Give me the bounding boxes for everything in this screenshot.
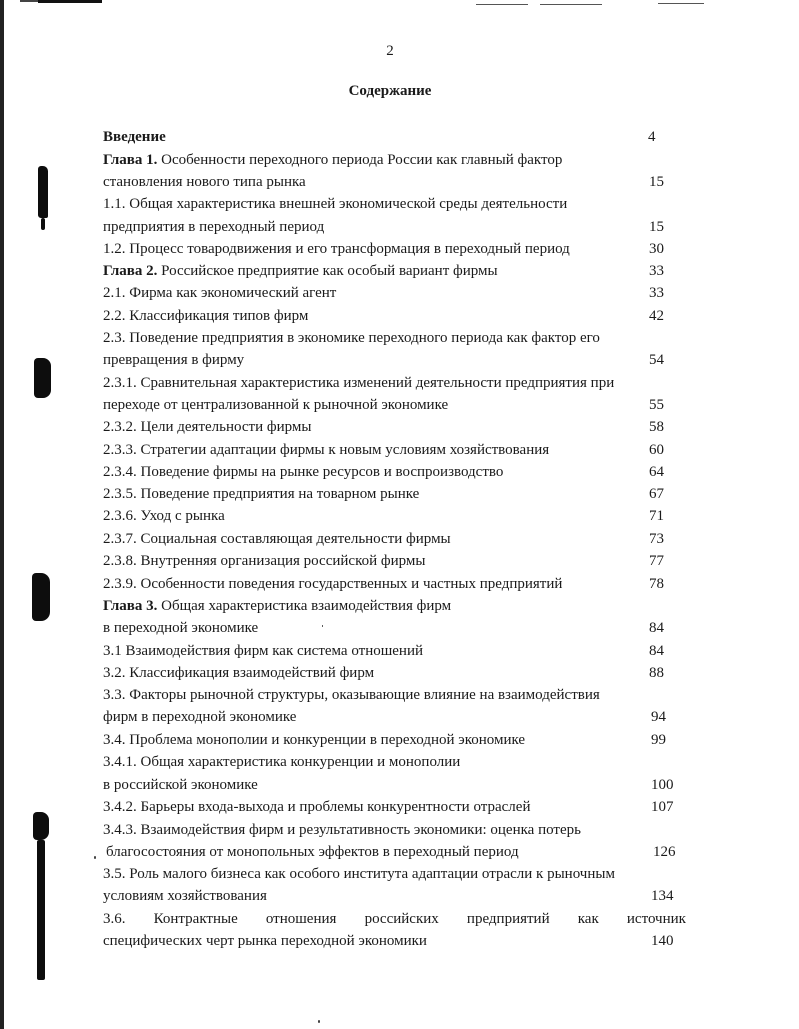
toc-entry-line: 2.3.6. Уход с рынка	[103, 508, 225, 524]
toc-page-number: 15	[649, 174, 664, 190]
toc-word: 3.6.	[103, 911, 126, 927]
toc-entry-line: 2.3.9. Особенности поведения государственных и частных предприятий	[103, 576, 563, 592]
toc-word: источник	[626, 911, 686, 927]
toc-entry-title: Особенности переходного периода России как главный фактор	[157, 152, 563, 168]
toc-page-number: 99	[651, 732, 666, 748]
toc-page-number: 42	[649, 308, 664, 324]
toc-entry-title: Российское предприятие как особый вариант фирмы	[157, 263, 498, 279]
toc-page-number: 58	[649, 419, 664, 435]
toc-page-number: 30	[649, 241, 664, 257]
toc-page-number: 4	[648, 129, 656, 145]
toc-page-number: 73	[649, 531, 664, 547]
toc-entry-chapter	[103, 596, 451, 616]
toc-word: российских	[364, 911, 439, 927]
toc-word: предприятий	[466, 911, 550, 927]
toc-page-number: 54	[649, 352, 664, 368]
toc-page-number: 107	[651, 799, 674, 815]
toc-entry-line: 3.3. Факторы рыночной структуры, оказывающие влияние на взаимодействия	[103, 687, 600, 703]
toc-entry-line: 2.3.4. Поведение фирмы на рынке ресурсов и воспроизводство	[103, 464, 504, 480]
toc-page-number: 84	[649, 620, 664, 636]
toc-entry-line: 2.3.8. Внутренняя организация российской фирмы	[103, 553, 426, 569]
toc-entry-line: 2.1. Фирма как экономический агент	[103, 285, 337, 301]
toc-entry-line: становления нового типа рынка	[103, 174, 306, 190]
toc-word: отношения	[265, 911, 337, 927]
toc-page-number: 84	[649, 643, 664, 659]
toc-page-number: 64	[649, 464, 664, 480]
toc-entry-line: 2.3.5. Поведение предприятия на товарном рынке	[103, 486, 420, 502]
toc-page-number: 71	[649, 508, 664, 524]
toc-entry-intro	[103, 127, 166, 147]
toc-entry-line: 2.3.1. Сравнительная характеристика изменений деятельности предприятия при	[103, 375, 615, 391]
toc-page-number: 126	[653, 844, 676, 860]
toc-entry-chapter	[103, 150, 562, 170]
page-number: 2	[386, 43, 394, 59]
toc-page-number: 78	[649, 576, 664, 592]
toc-entry-line: 2.3.3. Стратегии адаптации фирмы к новым условиям хозяйствования	[103, 442, 550, 458]
toc-entry-line: предприятия в переходный период	[103, 219, 325, 235]
toc-page-number: 77	[649, 553, 664, 569]
toc-page-number: 140	[651, 933, 674, 949]
toc-entry-line: переходе от централизованной к рыночной экономике	[103, 397, 449, 413]
toc-page-number: 88	[649, 665, 664, 681]
toc-page-number: 55	[649, 397, 664, 413]
toc-entry-line: 3.4.1. Общая характеристика конкуренции и монополии	[103, 754, 461, 770]
toc-chapter-label: Глава 2.	[103, 263, 158, 279]
toc-page-number: 134	[651, 888, 674, 904]
toc-page-number: 100	[651, 777, 674, 793]
toc-entry-line: условиям хозяйствования	[103, 888, 267, 904]
toc-entry-justified	[103, 909, 686, 929]
toc-entry-line: 3.1 Взаимодействия фирм как система отношений	[103, 643, 424, 659]
toc-entry-line: специфических черт рынка переходной экономики	[103, 933, 427, 949]
toc-entry-line: 3.2. Классификация взаимодействий фирм	[103, 665, 375, 681]
toc-entry-line: 3.4.3. Взаимодействия фирм и результативность экономики: оценка потерь	[103, 822, 581, 838]
toc-entry-line: 2.3. Поведение предприятия в экономике переходного периода как фактор его	[103, 330, 600, 346]
toc-page-number: 60	[649, 442, 664, 458]
toc-entry-line: 3.4.2. Барьеры входа-выхода и проблемы конкурентности отраслей	[103, 799, 531, 815]
toc-word: как	[577, 911, 599, 927]
toc-page-number: 33	[649, 263, 664, 279]
toc-entry-line: фирм в переходной экономике	[103, 709, 297, 725]
toc-entry-line: 3.4. Проблема монополии и конкуренции в переходной экономике	[103, 732, 526, 748]
toc-entry-line: в переходной экономике	[103, 620, 259, 636]
toc-page-number: 33	[649, 285, 664, 301]
toc-entry-line: 1.2. Процесс товародвижения и его трансформация в переходный период	[103, 241, 570, 257]
toc-entry-line: 3.5. Роль малого бизнеса как особого института адаптации отрасли к рыночным	[103, 866, 615, 882]
toc-page-number: 15	[649, 219, 664, 235]
toc-entry-line: 1.1. Общая характеристика внешней экономической среды деятельности	[103, 196, 568, 212]
toc-heading: Содержание	[348, 83, 432, 99]
toc-entry-line: в российской экономике	[103, 777, 258, 793]
toc-entry-line: благосостояния от монопольных эффектов в переходный период	[106, 844, 519, 860]
toc-entry-title: Общая характеристика взаимодействия фирм	[157, 598, 452, 614]
toc-entry-chapter	[103, 261, 498, 281]
toc-chapter-label: Глава 1.	[103, 152, 158, 168]
toc-page-number: 94	[651, 709, 666, 725]
toc-chapter-label: Глава 3.	[103, 598, 158, 614]
toc-entry-title: Введение	[103, 129, 166, 145]
toc-entry-line: 2.3.7. Социальная составляющая деятельности фирмы	[103, 531, 451, 547]
toc-entry-line: 2.3.2. Цели деятельности фирмы	[103, 419, 312, 435]
toc-word: Контрактные	[153, 911, 238, 927]
toc-page-number: 67	[649, 486, 664, 502]
toc-entry-line: 2.2. Классификация типов фирм	[103, 308, 309, 324]
toc-entry-line: превращения в фирму	[103, 352, 245, 368]
